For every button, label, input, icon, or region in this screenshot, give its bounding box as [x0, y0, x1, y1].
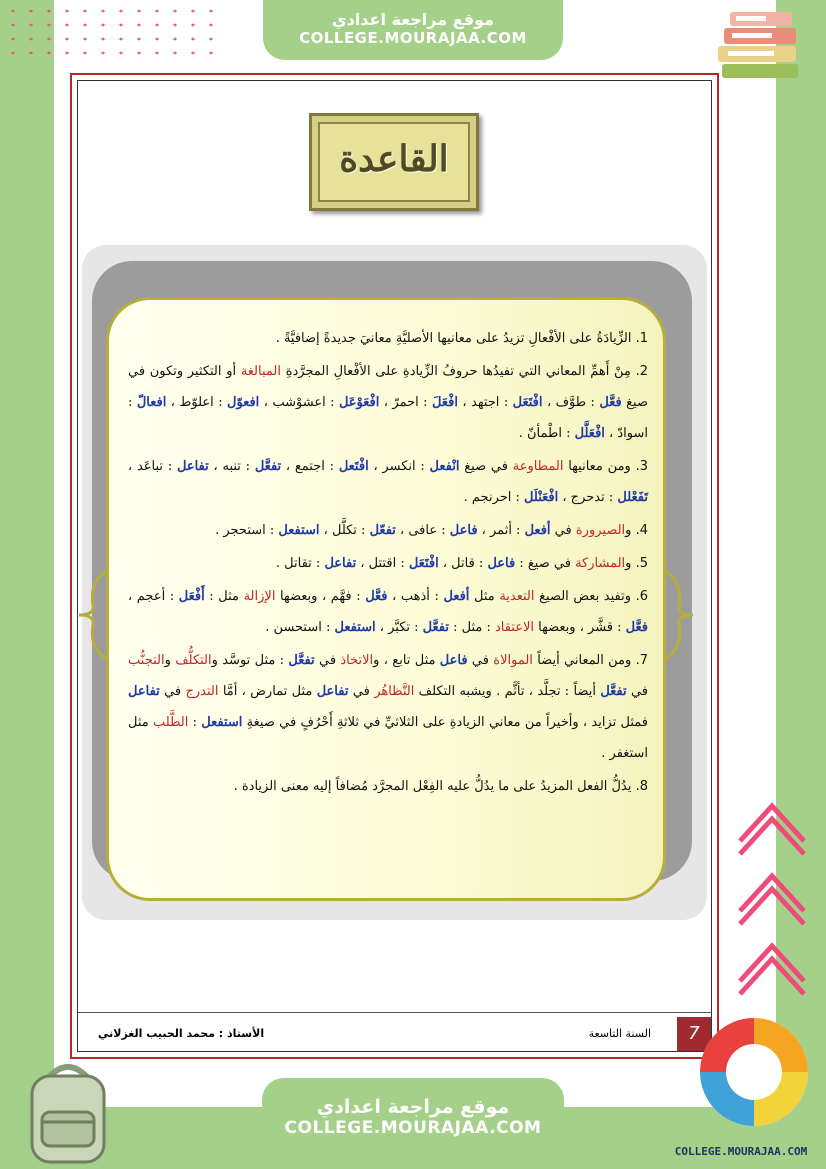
rules-list	[128, 323, 648, 804]
rule-text: : اعشوْشب ،	[259, 395, 339, 410]
rule-text: : اجتهد ،	[457, 395, 513, 410]
rule-pattern: افْتَعَل	[408, 556, 439, 571]
rule-text: : تقاتل .	[275, 556, 325, 571]
rule-text: : تباعَد ،	[128, 459, 177, 474]
site-name-ar-bottom: موقع مراجعة اعدادي	[316, 1096, 510, 1118]
rule-text: فمثل تزايد ، وأخيراً من معاني الزيادةِ على الثلاثيِّ في ثلاثةِ أَحْرُفٍ في صيغةِ	[242, 715, 648, 730]
site-banner-bottom[interactable]	[262, 1078, 564, 1169]
page-footer	[78, 1012, 711, 1053]
rule-text: في	[550, 523, 576, 538]
rule-meaning: الموالاة	[493, 653, 533, 668]
rule-text: مثل تابع ، و	[373, 653, 440, 668]
rule-item	[128, 451, 648, 513]
rule-meaning: الإزالة	[243, 589, 276, 604]
rule-meaning: الاتخاذ	[340, 653, 374, 668]
rule-text: : قاتل ،	[438, 556, 488, 571]
rule-text: : استحسن .	[265, 620, 335, 635]
rule-text: : قشَّر ، وبعضها	[534, 620, 626, 635]
rule-text: في صيغ :	[515, 556, 576, 571]
rule-pattern: افْتَعَل	[512, 395, 543, 410]
rule-pattern: أَفْعَل	[178, 589, 205, 604]
rule-pattern: تفاعل	[316, 684, 349, 699]
rule-number: 8.	[631, 779, 648, 794]
rule-text: في صيغ	[459, 459, 513, 474]
rule-item	[128, 323, 648, 354]
right-brace-ornament	[663, 570, 693, 660]
rule-pattern: استفعل	[201, 715, 243, 730]
rule-text: : فهَّم ، وبعضها	[275, 589, 366, 604]
rule-pattern: فاعل	[487, 556, 516, 571]
rule-meaning: التكلُّف	[175, 653, 212, 668]
rule-item	[128, 581, 648, 643]
rule-number: 4.	[631, 523, 648, 538]
rule-text: : أذهب ،	[387, 589, 444, 604]
rule-text: في	[314, 653, 341, 668]
rule-text: : اسوادّ ،	[128, 395, 648, 441]
site-url: COLLEGE.MOURAJAA.COM	[299, 29, 527, 47]
rule-text: : تنبه ،	[208, 459, 255, 474]
rule-text: في	[348, 684, 375, 699]
rule-pattern: استفعل	[334, 620, 376, 635]
rule-meaning: الطَّلب	[153, 715, 189, 730]
rule-text: : تدحرج ،	[558, 490, 618, 505]
rule-meaning: المطاوعة	[512, 459, 564, 474]
grade-level: السنة التاسعة	[588, 1027, 651, 1040]
rule-meaning: الاعتقاد	[494, 620, 535, 635]
rule-text: : احمرّ ،	[379, 395, 432, 410]
subjects-wheel-logo	[694, 1010, 814, 1140]
rule-text: : تكبَّر ،	[375, 620, 423, 635]
rule-text: في	[467, 653, 494, 668]
rule-pattern: فعَّل	[625, 620, 648, 635]
rule-text: أيضاً : تجلَّد ، تأثَّم . ويشبه التكلف	[414, 684, 601, 699]
rule-pattern: فاعل	[439, 653, 468, 668]
rule-text: : استحجر .	[215, 523, 279, 538]
rule-pattern: تفعَّل	[288, 653, 315, 668]
rule-pattern: افْتَعل	[338, 459, 369, 474]
rule-text: ومن معانيها	[563, 459, 631, 474]
rule-item	[128, 515, 648, 546]
rule-meaning: التدرج	[185, 684, 219, 699]
rule-number: 6.	[631, 589, 648, 604]
rule-number: 2.	[630, 364, 649, 379]
rule-text: : تكلَّل ،	[319, 523, 370, 538]
rule-pattern: فعَّل	[365, 589, 388, 604]
backpack-icon	[18, 1056, 118, 1166]
rule-meaning: الصيرورة	[575, 523, 626, 538]
rule-text: : أعجم ،	[128, 589, 179, 604]
site-name-ar: موقع مراجعة اعدادي	[331, 10, 495, 29]
title-plaque	[309, 113, 479, 211]
rule-number: 5.	[631, 556, 648, 571]
left-brace-ornament	[79, 570, 109, 660]
rule-text: : احرنجم .	[463, 490, 525, 505]
rule-text: ومن المعاني أيضاً	[532, 653, 632, 668]
rule-pattern: افْعَلَ	[432, 395, 458, 410]
rule-text: مثل :	[204, 589, 244, 604]
rule-pattern: أفعل	[524, 523, 551, 538]
rule-pattern: تفاعل	[176, 459, 209, 474]
rule-pattern: تفاعل	[324, 556, 357, 571]
rule-pattern: افعالّ	[136, 395, 167, 410]
left-green-border	[0, 0, 54, 1169]
rule-item	[128, 548, 648, 579]
rule-pattern: انْفعل	[429, 459, 460, 474]
rule-meaning: التَّظاهُر	[374, 684, 415, 699]
page-number: 7	[677, 1017, 711, 1051]
rule-text: : أثمر ،	[477, 523, 525, 538]
rule-text: : اجتمع ،	[281, 459, 339, 474]
pink-dot-pattern	[4, 4, 214, 60]
rule-meaning: المبالغة	[240, 364, 281, 379]
rule-item	[128, 771, 648, 802]
rule-pattern: افعوّل	[227, 395, 260, 410]
rule-meaning: المشاركة	[575, 556, 626, 571]
rule-item	[128, 356, 648, 449]
rule-pattern: تفعَّل	[254, 459, 282, 474]
rule-pattern: تفعَّل	[422, 620, 449, 635]
worksheet-page	[70, 73, 719, 1059]
rule-text: في	[626, 684, 649, 699]
rule-pattern: تفاعل	[128, 684, 160, 699]
rule-item	[128, 645, 648, 769]
chevron-decoration-icon	[732, 796, 812, 1046]
rule-pattern: فاعل	[449, 523, 478, 538]
rule-text: الزِّيادَةُ على الأفْعالِ تزيدُ على معانيها الأصليَّةِ معانيَ جديدةً إضافيَّةً .	[275, 331, 632, 346]
rule-pattern: افْعَلَّل	[574, 426, 605, 441]
rule-text: : طوَّف ،	[542, 395, 600, 410]
rule-text: أو التكثير وتكون في صيغ	[128, 364, 649, 410]
rule-text: في	[159, 684, 186, 699]
rule-text: : اعلوّط ،	[166, 395, 228, 410]
rule-text: مثل	[469, 589, 500, 604]
rule-number: 1.	[631, 331, 648, 346]
site-banner-top[interactable]	[263, 0, 563, 60]
rule-text: مثل تمارض ، أمَّا	[218, 684, 317, 699]
rule-number: 3.	[630, 459, 648, 474]
rule-text: : مثل :	[448, 620, 495, 635]
rule-text: مثل استغفر .	[128, 715, 648, 761]
rule-text: و	[625, 523, 632, 538]
site-url-corner: COLLEGE.MOURAJAA.COM	[674, 1145, 808, 1158]
rule-text: مِنْ أَهمِّ المعاني التي تفيدُها حروفُ الزِّيادةِ على الأفْعالِ المجرَّدةِ	[281, 364, 631, 379]
rule-meaning: التعدية	[499, 589, 535, 604]
rule-text: : اقتتل ،	[356, 556, 409, 571]
rule-text: : مثل توسَّد و	[211, 653, 289, 668]
rule-text: وتفيد بعض الصيغ	[534, 589, 631, 604]
rule-text: و	[164, 653, 176, 668]
rule-pattern: تفعّل	[369, 523, 396, 538]
rule-text: : عافى ،	[395, 523, 450, 538]
rule-number: 7.	[631, 653, 648, 668]
rule-meaning: التجنُّب	[128, 653, 165, 668]
rule-pattern: تَفَعْلل	[617, 490, 648, 505]
rule-text: :	[188, 715, 202, 730]
rule-pattern: فعَّل	[599, 395, 622, 410]
rule-pattern: افْعَوْعَل	[338, 395, 380, 410]
author-name: الأستاذ : محمد الحبيب الغزلاني	[98, 1027, 265, 1040]
rule-pattern: أفعل	[443, 589, 470, 604]
rule-text: يدُلُّ الفعل المزيدُ على ما يدُلُّ عليه الفِعْل المجرَّد مُضافاً إليه معنى الزيادة .	[233, 779, 632, 794]
rule-text: و	[625, 556, 632, 571]
rule-pattern: تفعَّل	[600, 684, 627, 699]
books-stack-icon	[714, 6, 804, 86]
rule-text: : اطْمأنّ .	[518, 426, 575, 441]
page-title: القاعدة	[339, 138, 449, 180]
rule-pattern: استفعل	[278, 523, 320, 538]
rule-text: : انكسر ،	[368, 459, 430, 474]
site-url-bottom: COLLEGE.MOURAJAA.COM	[284, 1118, 542, 1138]
rule-pattern: افْعَنْلَل	[524, 490, 559, 505]
